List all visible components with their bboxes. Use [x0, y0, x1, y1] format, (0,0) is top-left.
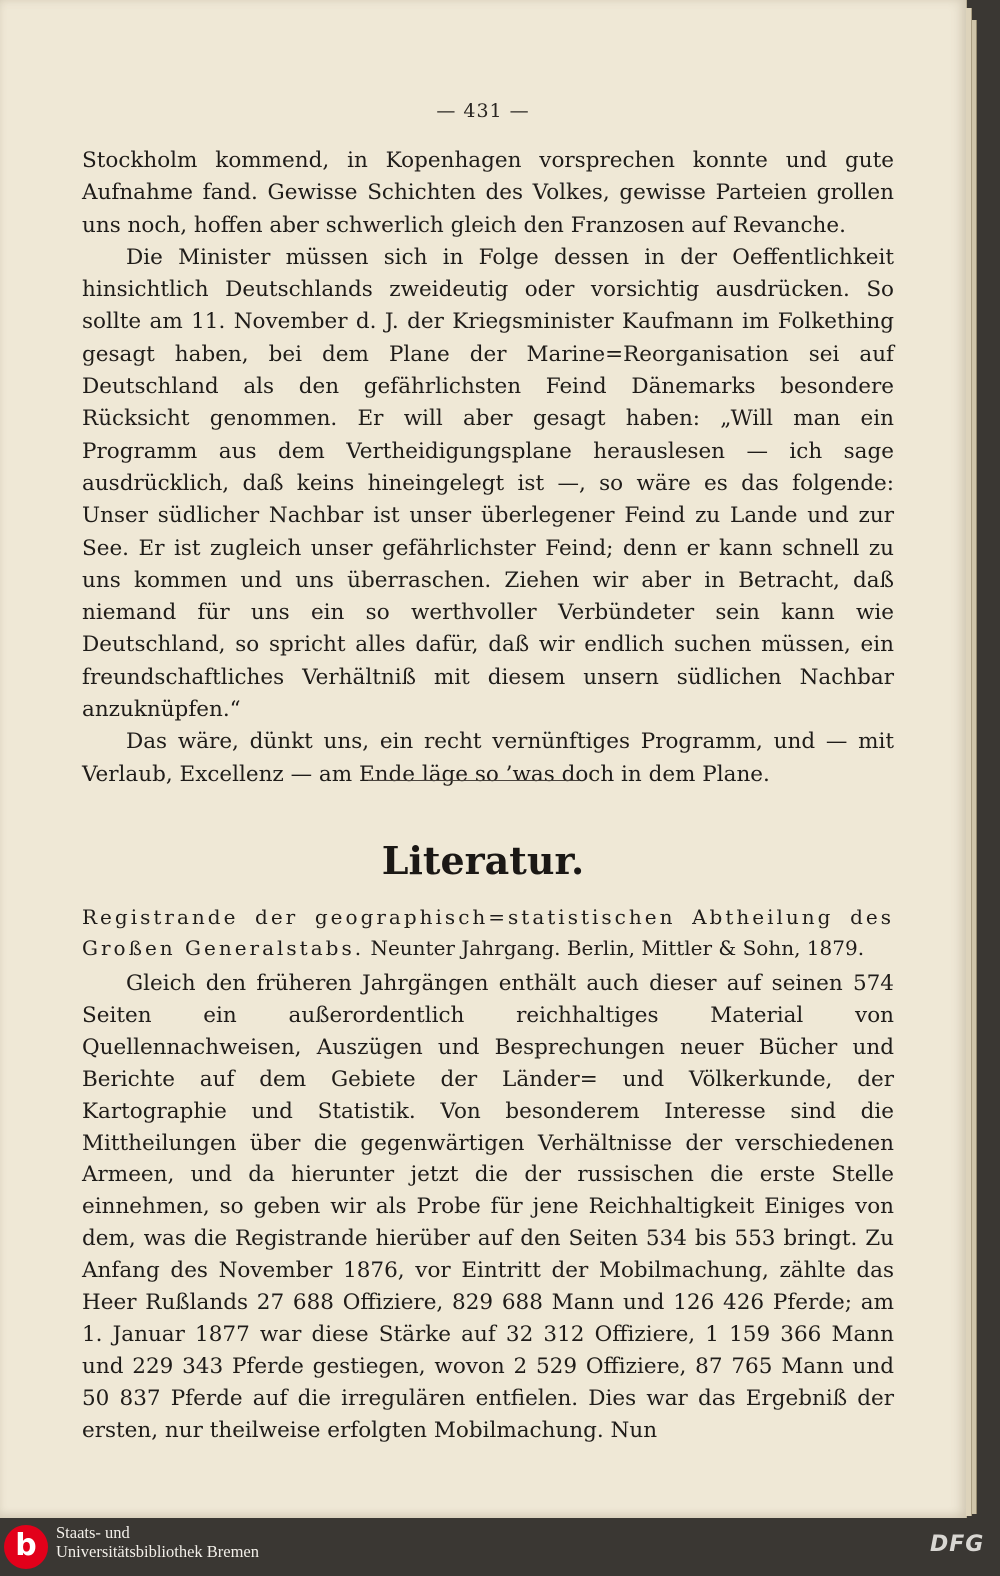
paragraph: Das wäre, dünkt uns, ein recht vernünftiges Programm, und — mit Verlaub, Excellenz — am Ende läge so ’was doch in dem Plane.	[82, 729, 894, 787]
citation-details: Neunter Jahrgang. Berlin, Mittler & Sohn, 1879.	[370, 936, 865, 960]
library-name-line2: Universitätsbibliothek Bremen	[56, 1542, 260, 1561]
section-divider	[368, 780, 580, 781]
library-logo-icon[interactable]: b	[4, 1525, 48, 1569]
body-text-bottom	[82, 968, 894, 1447]
body-text-top	[82, 145, 894, 791]
citation-title: Registrande der geographisch=statistischen Abtheilung des Großen Generalstabs.	[82, 905, 894, 960]
book-citation	[82, 902, 894, 964]
paragraph: Gleich den früheren Jahrgängen enthält auch dieser auf seinen 574 Seiten ein außerordentlich reichhaltiges Material von Quellennachweisen, Auszügen und Besprechungen neuer Bücher und Berichte auf dem Gebiete der Länder= und Völkerkunde, der Kartographie und Statistik. Von besonderem Interesse sind die Mittheilungen über die gegenwärtigen Verhältnisse der verschiedenen Armeen, und da hierunter jetzt die der russischen die erste Stelle einnehmen, so geben wir als Probe für jene Reichhaltigkeit Einiges von dem, was die Registrande hierüber auf den Seiten 534 bis 553 bringt. Zu Anfang des November 1876, vor Eintritt der Mobilmachung, zählte das Heer Rußlands 27 688 Offiziere, 829 688 Mann und 126 426 Pferde; am 1. Januar 1877 war diese Stärke auf 32 312 Offiziere, 1 159 366 Mann und 229 343 Pferde gestiegen, wovon 2 529 Offiziere, 87 765 Mann und 50 837 Pferde auf die irregulären entfielen. Dies war das Ergebniß der ersten, nur theilweise erfolgten Mobilmachung. Nun	[82, 971, 894, 1443]
page-edge	[972, 20, 977, 1514]
library-name-line1: Staats- und	[56, 1523, 130, 1542]
section-heading: Literatur.	[381, 838, 585, 883]
paragraph: Die Minister müssen sich in Folge dessen in der Oeffentlichkeit hinsichtlich Deutschlands zweideutig oder vorsichtig ausdrücken. So sollte am 11. November d. J. der Kriegsminister Kaufmann im Folkething gesagt haben, bei dem Plane der Marine=Reorganisation sei auf Deutschland als den gefährlichsten Feind Dänemarks besondere Rücksicht genommen. Er will aber gesagt haben: „Will man ein Programm aus dem Vertheidigungsplane herauslesen — ich sage ausdrücklich, daß keins hineingelegt ist —, so wäre es das folgende: Unser südlicher Nachbar ist unser überlegener Feind zu Lande und zur See. Er ist zugleich unser gefährlichster Feind; denn er kann schnell zu uns kommen und uns überraschen. Ziehen wir aber in Betracht, daß niemand für uns ein so werthvoller Verbündeter sein kann wie Deutschland, so spricht alles dafür, daß wir endlich suchen müssen, ein freundschaftliches Verhältniß mit diesem unsern südlichen Nachbar anzuknüpfen.“	[82, 244, 894, 723]
library-name[interactable]	[56, 1523, 259, 1561]
page-number: — 431 —	[436, 100, 530, 122]
paragraph: Stockholm kommend, in Kopenhagen vorsprechen konnte und gute Aufnahme fand. Gewisse Schichten des Volkes, gewisse Parteien grollen uns noch, hoffen aber schwerlich gleich den Franzosen auf Revanche.	[82, 148, 894, 238]
dfg-logo-icon[interactable]: DFG	[930, 1532, 985, 1557]
